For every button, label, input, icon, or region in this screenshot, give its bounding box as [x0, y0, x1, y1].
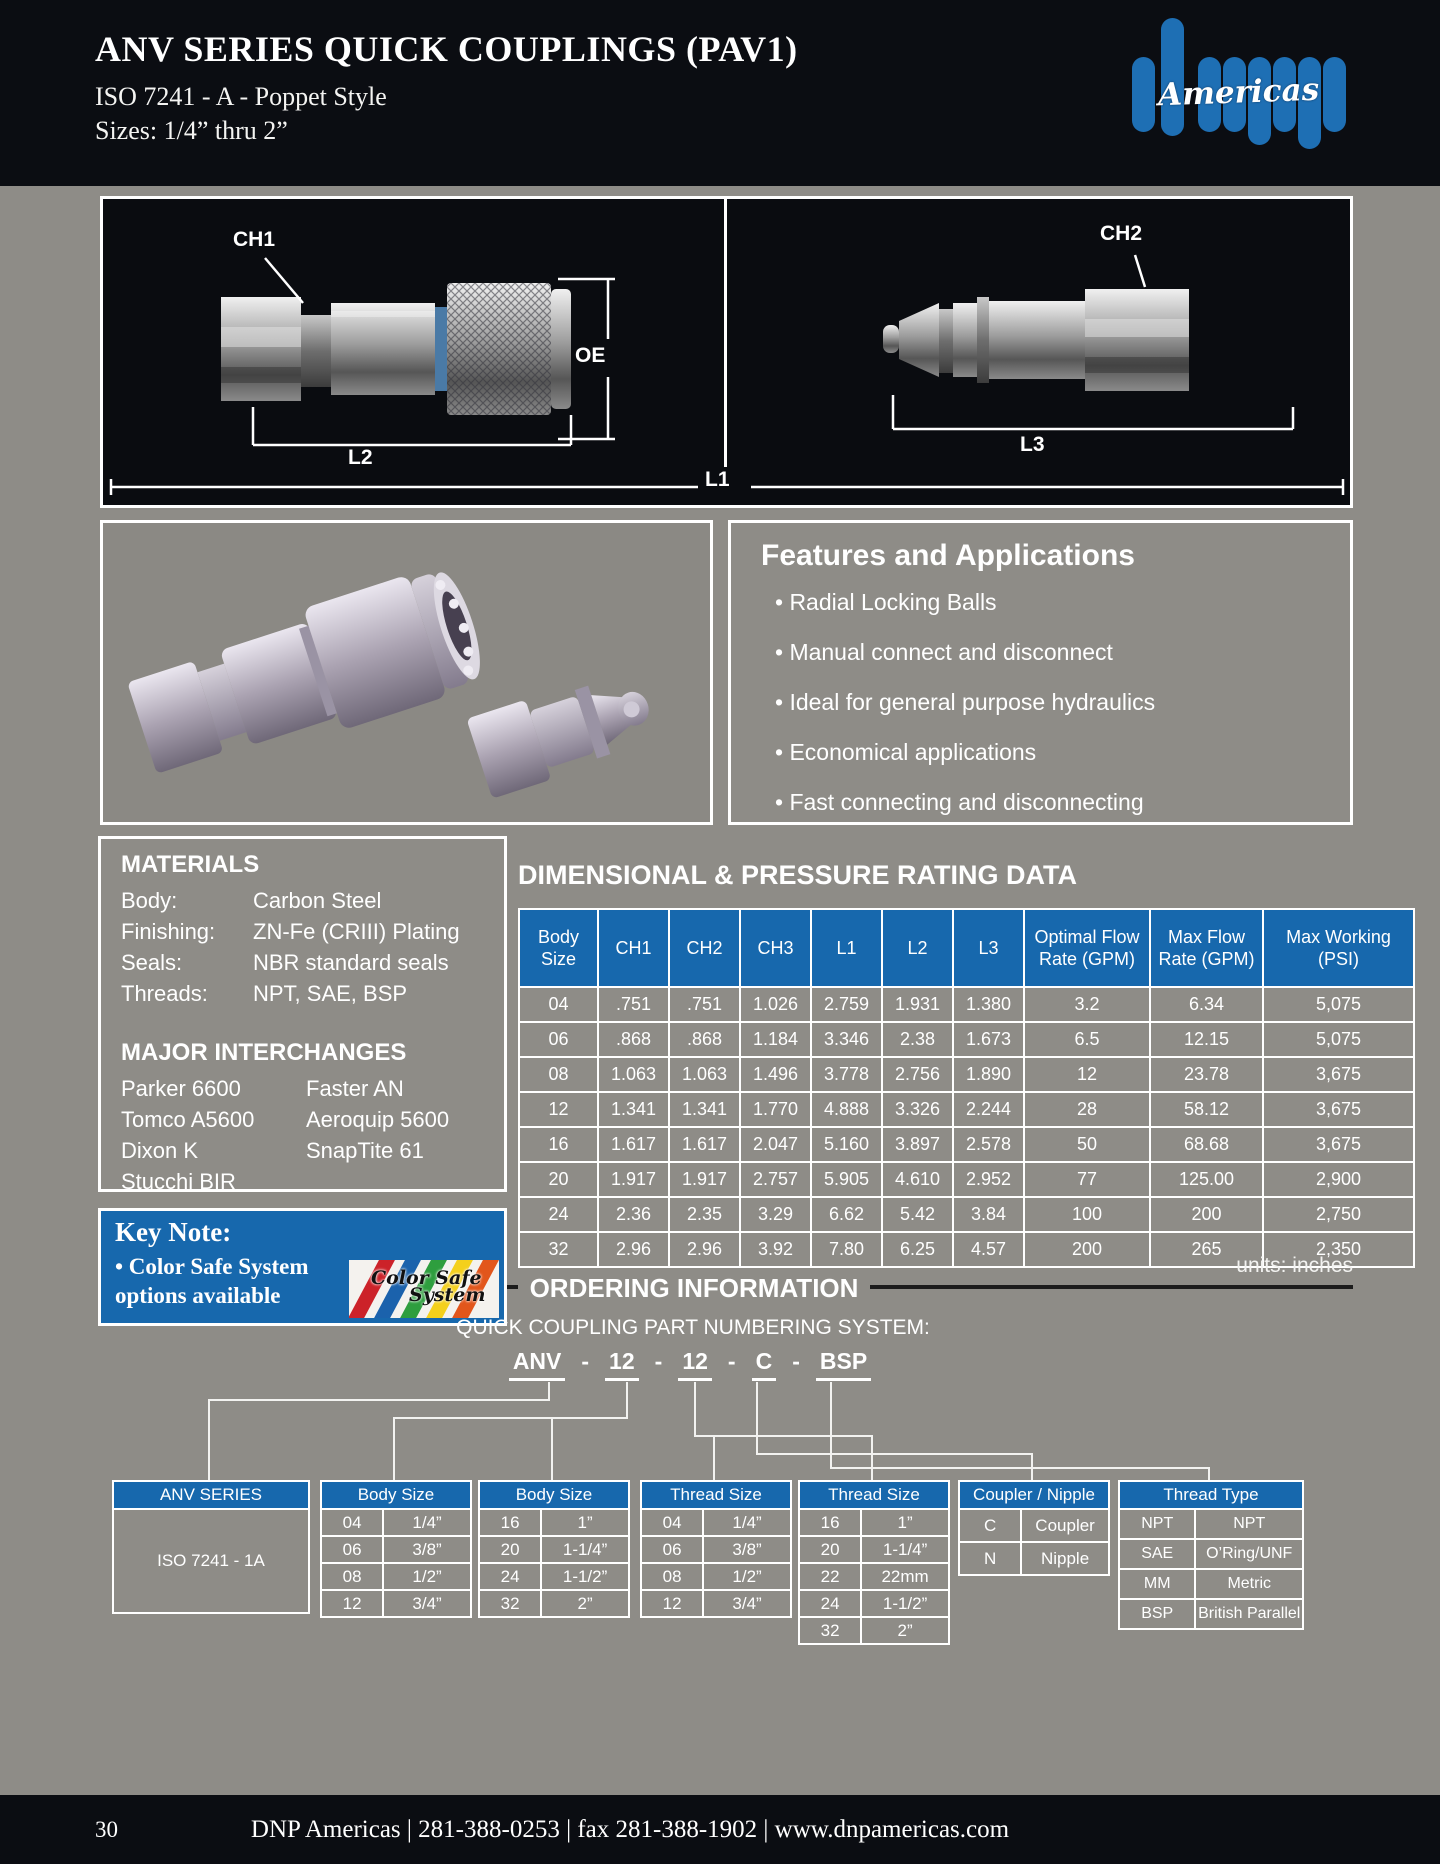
- dim-table-header-cell: L3: [953, 909, 1024, 987]
- dimensional-heading: DIMENSIONAL & PRESSURE RATING DATA: [518, 860, 1078, 890]
- footer-band: [0, 1795, 1440, 1864]
- part-number-dash: -: [654, 1348, 663, 1374]
- dim-table-cell: 1.890: [953, 1057, 1024, 1092]
- ordering-code: N: [960, 1543, 1022, 1574]
- ordering-code: 06: [322, 1537, 384, 1562]
- ordering-table-row: [800, 1537, 948, 1562]
- table-row: [519, 1092, 1414, 1127]
- table-row: [519, 1022, 1414, 1057]
- interchange-brand: Parker 6600: [121, 1076, 241, 1101]
- ordering-value: Coupler: [1035, 1516, 1095, 1535]
- dim-table-cell: 3.897: [882, 1127, 953, 1162]
- ordering-table-row: [322, 1564, 470, 1589]
- render-coupler: [122, 560, 492, 789]
- product-render-image: [103, 523, 710, 822]
- dim-table-cell: 2.96: [598, 1232, 669, 1267]
- ordering-value: 1/2”: [412, 1567, 442, 1586]
- coupling-dimension-drawing: [103, 199, 1350, 505]
- materials-row: [121, 916, 504, 947]
- part-number-token: BSP: [816, 1348, 871, 1381]
- ordering-code: 16: [800, 1510, 862, 1535]
- ordering-value: 3/4”: [412, 1594, 442, 1613]
- materials-box: [98, 836, 507, 1192]
- ordering-code: 12: [322, 1591, 384, 1616]
- dim-table-cell: 1.063: [669, 1057, 740, 1092]
- dim-table-cell: 2.38: [882, 1022, 953, 1057]
- ordering-table-row: [642, 1510, 790, 1535]
- dim-table-cell: 04: [519, 987, 598, 1022]
- ordering-value: 2”: [897, 1621, 913, 1640]
- ordering-value: 3/8”: [732, 1540, 762, 1559]
- materials-value: NBR standard seals: [253, 950, 449, 975]
- ordering-table-coupler-nipple: [958, 1480, 1110, 1576]
- interchange-row: [121, 1104, 504, 1135]
- nipple-drawing: [883, 255, 1189, 391]
- ordering-table-row: [642, 1537, 790, 1562]
- dim-table-cell: .751: [669, 987, 740, 1022]
- ordering-table-cell: ISO 7241 - 1A: [114, 1510, 308, 1612]
- ordering-code: 08: [322, 1564, 384, 1589]
- dim-table-cell: 5.160: [811, 1127, 882, 1162]
- dim-table-cell: 3.778: [811, 1057, 882, 1092]
- interchange-brand: Stucchi BIR: [121, 1169, 236, 1194]
- ordering-table-row: [642, 1591, 790, 1616]
- part-number: [440, 1348, 940, 1381]
- interchange-brand: Aeroquip 5600: [306, 1107, 450, 1132]
- dim-table-cell: 1.496: [740, 1057, 811, 1092]
- ordering-value: 3/4”: [732, 1594, 762, 1613]
- dim-table-cell: 77: [1024, 1162, 1150, 1197]
- ordering-title: ORDERING INFORMATION: [518, 1271, 870, 1306]
- dim-table-body: [519, 987, 1414, 1267]
- dim-table-header-cell: Body Size: [519, 909, 598, 987]
- dimension-label-l3: L3: [1020, 433, 1045, 456]
- part-number-token: 12: [605, 1348, 639, 1381]
- ordering-value: 1/4”: [732, 1513, 762, 1532]
- ordering-code: 32: [800, 1618, 862, 1643]
- product-render-panel: [100, 520, 713, 825]
- dim-table-cell: 5,075: [1263, 987, 1414, 1022]
- dimension-label-l1: L1: [705, 468, 730, 491]
- ordering-value: 1-1/4”: [882, 1540, 928, 1559]
- part-number-token: ANV: [509, 1348, 566, 1381]
- dimension-photo-panel: [100, 196, 1353, 508]
- ordering-code: 04: [322, 1510, 384, 1535]
- dim-table-cell: 6.62: [811, 1197, 882, 1232]
- ordering-table-row: [480, 1510, 628, 1535]
- dim-table-cell: 2,350: [1263, 1232, 1414, 1267]
- dnp-americas-logo: [1128, 8, 1353, 158]
- dim-table-cell: 6.5: [1024, 1022, 1150, 1057]
- dim-table-cell: 58.12: [1150, 1092, 1263, 1127]
- ordering-value: British Parallel: [1198, 1605, 1301, 1622]
- dim-table-cell: 08: [519, 1057, 598, 1092]
- page-subtitle-standard: ISO 7241 - A - Poppet Style: [95, 82, 387, 111]
- materials-title: MATERIALS: [121, 851, 260, 878]
- dim-table-cell: 3.346: [811, 1022, 882, 1057]
- dim-table-cell: 12: [1024, 1057, 1150, 1092]
- ordering-table-body-size-a: [320, 1480, 472, 1618]
- dim-table-cell: 32: [519, 1232, 598, 1267]
- dimensional-table: [518, 908, 1415, 1268]
- dim-table-cell: 4.888: [811, 1092, 882, 1127]
- dim-table-cell: 28: [1024, 1092, 1150, 1127]
- dim-table-cell: 3.326: [882, 1092, 953, 1127]
- keynote-bullet: • Color Safe System options available: [115, 1254, 309, 1308]
- dim-table-header-cell: L2: [882, 909, 953, 987]
- dim-table-cell: 2.578: [953, 1127, 1024, 1162]
- materials-rows: [121, 885, 504, 1009]
- materials-label: Finishing:: [121, 919, 216, 944]
- ordering-table-header: Thread Size: [642, 1482, 790, 1508]
- table-row: [519, 987, 1414, 1022]
- ordering-code: 22: [800, 1564, 862, 1589]
- materials-value: ZN-Fe (CRIII) Plating: [253, 919, 460, 944]
- ordering-table-row: [800, 1618, 948, 1643]
- ordering-table-row: [800, 1564, 948, 1589]
- ordering-table-row: [322, 1591, 470, 1616]
- dim-table-cell: 50: [1024, 1127, 1150, 1162]
- dim-table-cell: 1.917: [669, 1162, 740, 1197]
- logo-bar: [1132, 57, 1155, 132]
- page-subtitle-sizes: Sizes: 1/4” thru 2”: [95, 116, 288, 145]
- dim-table-cell: 2.96: [669, 1232, 740, 1267]
- ordering-table-row: [1120, 1510, 1302, 1538]
- dim-table-cell: 2.757: [740, 1162, 811, 1197]
- ordering-code: C: [960, 1510, 1022, 1541]
- interchange-brand: [306, 1166, 504, 1197]
- ordering-table-row: [1120, 1540, 1302, 1568]
- dim-table-cell: 2.36: [598, 1197, 669, 1232]
- ordering-value: 1/4”: [412, 1513, 442, 1532]
- ordering-table-row: [322, 1537, 470, 1562]
- interchange-row: [121, 1073, 504, 1104]
- l3-dimension: [893, 395, 1293, 429]
- materials-label: Body:: [121, 888, 178, 913]
- ordering-value: 1-1/4”: [562, 1540, 608, 1559]
- footer-contact: DNP Americas | 281-388-0253 | fax 281-388-1902 | www.dnpamericas.com: [250, 1816, 1010, 1843]
- ordering-table-row: [1120, 1570, 1302, 1598]
- interchange-row: [121, 1135, 504, 1166]
- feature-item: • Manual connect and disconnect: [775, 639, 1113, 665]
- materials-label: Threads:: [121, 981, 208, 1006]
- ordering-value: 2”: [577, 1594, 593, 1613]
- dim-table-cell: 5.905: [811, 1162, 882, 1197]
- dim-table-cell: 16: [519, 1127, 598, 1162]
- interchange-row: [121, 1166, 504, 1197]
- part-number-token: C: [752, 1348, 777, 1381]
- dim-table-cell: 200: [1150, 1197, 1263, 1232]
- ordering-code: BSP: [1120, 1600, 1196, 1628]
- ordering-table-row: [322, 1510, 470, 1535]
- ordering-value: O’Ring/UNF: [1206, 1545, 1293, 1562]
- ordering-subtitle: QUICK COUPLING PART NUMBERING SYSTEM:: [456, 1316, 930, 1339]
- ordering-table-row: [480, 1591, 628, 1616]
- keynote-box: [98, 1208, 507, 1326]
- page-number: 30: [95, 1817, 118, 1842]
- ordering-table-header: Body Size: [480, 1482, 628, 1508]
- dim-table-cell: 1.770: [740, 1092, 811, 1127]
- part-number-dash: -: [727, 1348, 736, 1374]
- ordering-value: 3/8”: [412, 1540, 442, 1559]
- materials-value: Carbon Steel: [253, 888, 382, 913]
- render-nipple: [466, 664, 660, 799]
- table-row: [519, 1127, 1414, 1162]
- table-row: [519, 1197, 1414, 1232]
- dim-table-header-cell: Max Flow Rate (GPM): [1150, 909, 1263, 987]
- dimension-label-ch1-top: CH1: [233, 228, 276, 251]
- dim-table-cell: 5,075: [1263, 1022, 1414, 1057]
- dimension-label-ch2: CH2: [1100, 222, 1143, 245]
- dimension-label-l2: L2: [348, 446, 373, 469]
- dim-table-cell: 200: [1024, 1232, 1150, 1267]
- ordering-code: MM: [1120, 1570, 1196, 1598]
- ordering-table-row: [480, 1564, 628, 1589]
- ordering-value: Nipple: [1040, 1549, 1090, 1568]
- dim-table-cell: 1.931: [882, 987, 953, 1022]
- ordering-code: SAE: [1120, 1540, 1196, 1568]
- ordering-table-row: [800, 1510, 948, 1535]
- ordering-table-header: Thread Size: [800, 1482, 948, 1508]
- dim-table-cell: 1.917: [598, 1162, 669, 1197]
- dim-table-cell: 1.341: [598, 1092, 669, 1127]
- dim-table-cell: 1.184: [740, 1022, 811, 1057]
- dim-table-cell: 12: [519, 1092, 598, 1127]
- ordering-code: NPT: [1120, 1510, 1196, 1538]
- dim-table-cell: 4.57: [953, 1232, 1024, 1267]
- dim-table-cell: 3.92: [740, 1232, 811, 1267]
- dim-table-cell: .868: [669, 1022, 740, 1057]
- feature-item: • Economical applications: [775, 739, 1037, 765]
- dim-table-cell: 12.15: [1150, 1022, 1263, 1057]
- interchanges-rows: [121, 1073, 504, 1197]
- dim-table-cell: 3.29: [740, 1197, 811, 1232]
- ordering-value: 1”: [897, 1513, 913, 1532]
- dim-table-cell: .751: [598, 987, 669, 1022]
- ordering-code: 08: [642, 1564, 704, 1589]
- ordering-table-row: [960, 1510, 1108, 1541]
- features-title: Features and Applications: [761, 539, 1135, 572]
- ordering-table-thread-size-b: [798, 1480, 950, 1645]
- ordering-table-row: [800, 1591, 948, 1616]
- ordering-table-header: ANV SERIES: [114, 1482, 308, 1508]
- dim-table-cell: 1.673: [953, 1022, 1024, 1057]
- materials-label: Seals:: [121, 950, 183, 975]
- dim-table-cell: 2.759: [811, 987, 882, 1022]
- dim-table-cell: 7.80: [811, 1232, 882, 1267]
- ordering-table-row: [1120, 1600, 1302, 1628]
- dim-table-cell: 265: [1150, 1232, 1263, 1267]
- interchanges-title: MAJOR INTERCHANGES: [121, 1039, 407, 1066]
- features-box: [728, 520, 1353, 825]
- dim-table-header-cell: Optimal Flow Rate (GPM): [1024, 909, 1150, 987]
- page-title: ANV SERIES QUICK COUPLINGS (PAV1): [95, 29, 798, 69]
- colorsafe-logo: [349, 1260, 499, 1318]
- ordering-code: 06: [642, 1537, 704, 1562]
- features-list: [775, 589, 1350, 816]
- ordering-code: 32: [480, 1591, 542, 1616]
- dim-table-cell: 2.952: [953, 1162, 1024, 1197]
- dim-table-cell: 3,675: [1263, 1057, 1414, 1092]
- dim-table-header-cell: Max Working (PSI): [1263, 909, 1414, 987]
- ordering-code: 20: [480, 1537, 542, 1562]
- dim-table-cell: 06: [519, 1022, 598, 1057]
- ordering-value: 22mm: [881, 1567, 929, 1586]
- dim-table-header-cell: CH3: [740, 909, 811, 987]
- dim-table-header-cell: L1: [811, 909, 882, 987]
- materials-row: [121, 885, 504, 916]
- ordering-table-body-size-b: [478, 1480, 630, 1618]
- ordering-code: 12: [642, 1591, 704, 1616]
- part-number-token: 12: [678, 1348, 712, 1381]
- dim-table-header-cell: CH2: [669, 909, 740, 987]
- dim-table-cell: 1.341: [669, 1092, 740, 1127]
- dim-table-cell: 6.25: [882, 1232, 953, 1267]
- dim-table-cell: 125.00: [1150, 1162, 1263, 1197]
- ordering-value: NPT: [1233, 1515, 1266, 1532]
- dim-table-cell: 2.756: [882, 1057, 953, 1092]
- part-number-dash: -: [581, 1348, 590, 1374]
- interchange-brand: Dixon K: [121, 1138, 199, 1163]
- dim-table-cell: 3,675: [1263, 1127, 1414, 1162]
- feature-item: • Ideal for general purpose hydraulics: [775, 689, 1156, 715]
- feature-item: • Fast connecting and disconnecting: [775, 789, 1144, 815]
- dim-table-cell: 4.610: [882, 1162, 953, 1197]
- ordering-value: 1/2”: [732, 1567, 762, 1586]
- dim-table-cell: 2.244: [953, 1092, 1024, 1127]
- header-band: [0, 0, 1440, 186]
- interchange-brand: Faster AN: [306, 1076, 404, 1101]
- table-row: [519, 1057, 1414, 1092]
- interchange-brand: SnapTite 61: [306, 1138, 424, 1163]
- part-number-dash: -: [792, 1348, 800, 1374]
- ordering-table-row: [642, 1564, 790, 1589]
- dim-table-cell: 2.047: [740, 1127, 811, 1162]
- ordering-value: 1-1/2”: [882, 1594, 928, 1613]
- dim-table-cell: 3,675: [1263, 1092, 1414, 1127]
- dim-table-cell: 2,900: [1263, 1162, 1414, 1197]
- dim-table-cell: 3.84: [953, 1197, 1024, 1232]
- ordering-table-series: [112, 1480, 310, 1614]
- dim-table-header-cell: CH1: [598, 909, 669, 987]
- dim-table-cell: 23.78: [1150, 1057, 1263, 1092]
- dim-table-cell: 1.617: [598, 1127, 669, 1162]
- materials-row: [121, 978, 504, 1009]
- ordering-table-header: Body Size: [322, 1482, 470, 1508]
- ordering-value: Metric: [1227, 1575, 1271, 1592]
- coupler-drawing: [221, 258, 571, 415]
- ordering-code: 20: [800, 1537, 862, 1562]
- logo-script-text: Americas: [1157, 71, 1320, 114]
- dim-table-cell: 1.063: [598, 1057, 669, 1092]
- part-number-connectors: [0, 1382, 1440, 1480]
- keynote-title: Key Note:: [115, 1217, 232, 1247]
- dim-table-cell: 68.68: [1150, 1127, 1263, 1162]
- dim-table-cell: 5.42: [882, 1197, 953, 1232]
- ordering-table-header: Thread Type: [1120, 1482, 1302, 1508]
- ordering-value: 1-1/2”: [562, 1567, 608, 1586]
- dim-table-cell: 6.34: [1150, 987, 1263, 1022]
- dim-table-cell: 2,750: [1263, 1197, 1414, 1232]
- dim-table-cell: 20: [519, 1162, 598, 1197]
- feature-item: • Radial Locking Balls: [775, 589, 997, 615]
- ordering-table-row: [960, 1543, 1108, 1574]
- ordering-code: 04: [642, 1510, 704, 1535]
- ordering-table-row: [480, 1537, 628, 1562]
- ordering-code: 24: [800, 1591, 862, 1616]
- ordering-code: 16: [480, 1510, 542, 1535]
- dim-table-header-row: [519, 909, 1414, 987]
- dim-table-cell: 24: [519, 1197, 598, 1232]
- dim-table-cell: 1.026: [740, 987, 811, 1022]
- colorsafe-line2: System: [409, 1284, 486, 1306]
- ordering-code: 24: [480, 1564, 542, 1589]
- dim-table-cell: 1.380: [953, 987, 1024, 1022]
- ordering-table-thread-type: [1118, 1480, 1304, 1630]
- ordering-table-header: Coupler / Nipple: [960, 1482, 1108, 1508]
- materials-row: [121, 947, 504, 978]
- colorsafe-logo-text: [371, 1267, 486, 1306]
- dim-table-cell: 1.617: [669, 1127, 740, 1162]
- dim-table-cell: 2.35: [669, 1197, 740, 1232]
- table-row: [519, 1162, 1414, 1197]
- dim-table-cell: 100: [1024, 1197, 1150, 1232]
- ordering-value: 1”: [577, 1513, 593, 1532]
- colorsafe-line1: Color Safe: [371, 1267, 482, 1289]
- dimension-label-oe: OE: [575, 344, 606, 367]
- interchange-brand: Tomco A5600: [121, 1107, 255, 1132]
- materials-value: NPT, SAE, BSP: [253, 981, 408, 1006]
- units-note: units: inches: [1236, 1254, 1353, 1277]
- ordering-table-thread-size-a: [640, 1480, 792, 1618]
- dim-table-cell: 3.2: [1024, 987, 1150, 1022]
- dim-table-cell: .868: [598, 1022, 669, 1057]
